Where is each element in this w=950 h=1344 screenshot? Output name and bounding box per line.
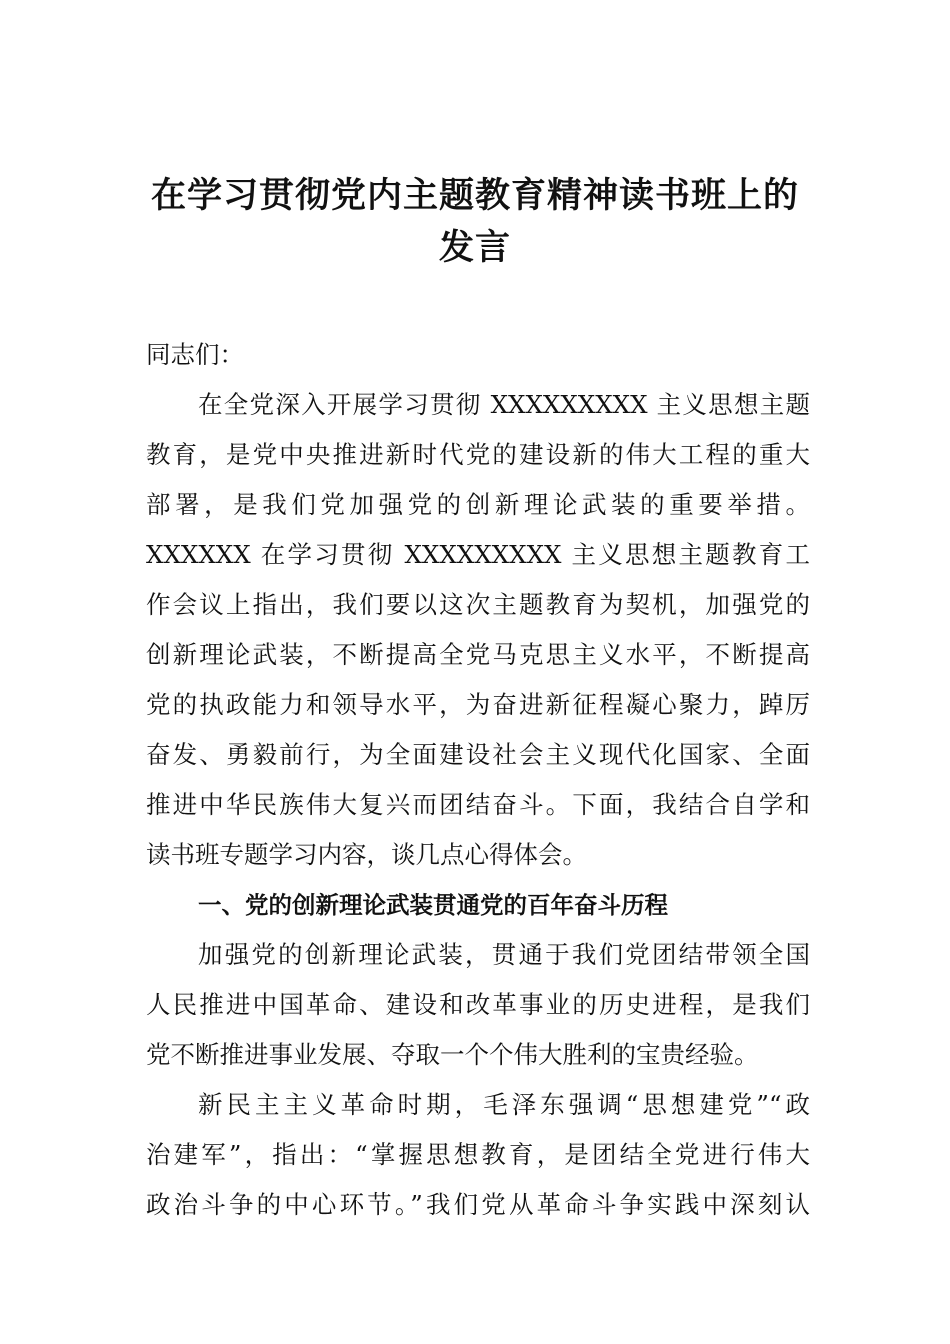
paragraph-line: 作会议上指出，我们要以这次主题教育为契机，加强党的 (146, 590, 810, 619)
paragraph-new-democratic-revolution (146, 1080, 810, 1230)
paragraph-line: 推进中华民族伟大复兴而团结奋斗。下面，我结合自学和 (146, 790, 810, 819)
paragraph-line: 加强党的创新理论武装，贯通于我们党团结带领全国 (198, 940, 810, 969)
paragraph-intro (146, 380, 810, 880)
paragraph-line: 新民主主义革命时期，毛泽东强调“思想建党”“政 (198, 1090, 810, 1119)
document-title-line-1: 在学习贯彻党内主题教育精神读书班上的 (150, 175, 799, 216)
paragraph-line: 党的执政能力和领导水平，为奋进新征程凝心聚力，踔厉 (146, 690, 810, 719)
salutation: 同志们： (146, 340, 244, 369)
paragraph-line: 奋发、勇毅前行，为全面建设社会主义现代化国家、全面 (146, 740, 810, 769)
paragraph-section-1 (146, 930, 810, 1080)
paragraph-line: 在全党深入开展学习贯彻 XXXXXXXXX 主义思想主题 (198, 390, 810, 419)
section-heading-1: 一、党的创新理论武装贯通党的百年奋斗历程 (198, 891, 668, 919)
document-body (146, 330, 810, 1230)
paragraph-line: 党不断推进事业发展、夺取一个个伟大胜利的宝贵经验。 (146, 1040, 759, 1069)
paragraph-line: 读书班专题学习内容，谈几点心得体会。 (146, 840, 587, 869)
paragraph-line: 创新理论武装，不断提高全党马克思主义水平，不断提高 (146, 640, 810, 669)
paragraph-line: 教育，是党中央推进新时代党的建设新的伟大工程的重大 (146, 440, 810, 469)
document-title-line-2: 发言 (438, 227, 511, 268)
paragraph-line: 部署，是我们党加强党的创新理论武装的重要举措。 (146, 490, 810, 519)
paragraph-line: 人民推进中国革命、建设和改革事业的历史进程，是我们 (146, 990, 810, 1019)
paragraph-line: 政治斗争的中心环节。”我们党从革命斗争实践中深刻认 (146, 1190, 810, 1219)
paragraph-line: 治建军”，指出：“掌握思想教育，是团结全党进行伟大 (146, 1140, 810, 1169)
paragraph-line: XXXXXX 在学习贯彻 XXXXXXXXX 主义思想主题教育工 (146, 540, 810, 569)
